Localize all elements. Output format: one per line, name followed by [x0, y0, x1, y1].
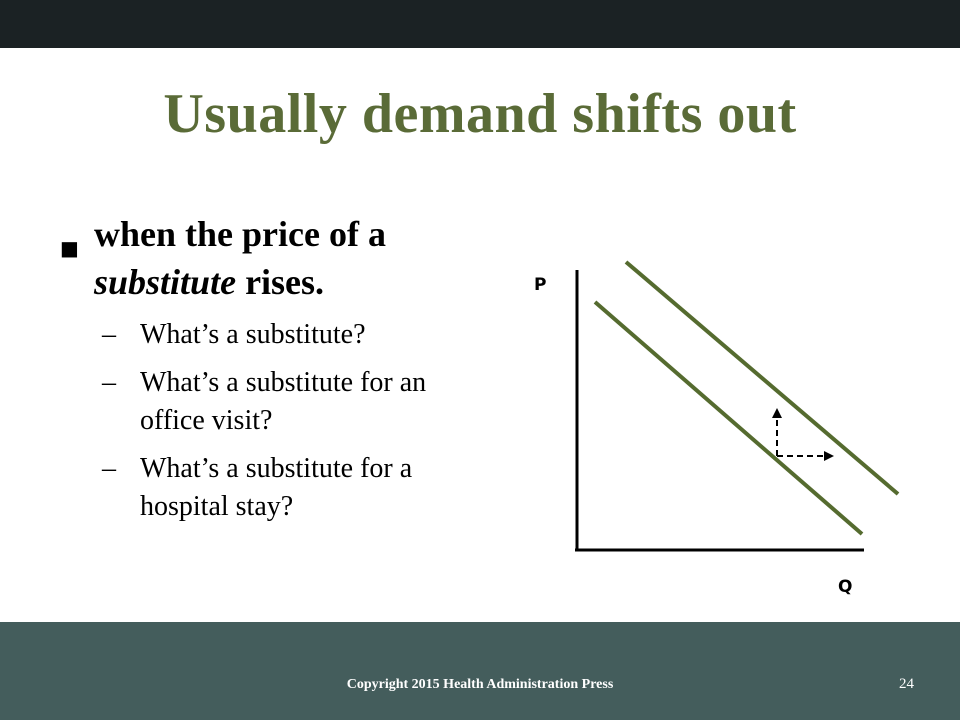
- copyright-text: Copyright 2015 Health Administration Press: [346, 677, 614, 692]
- bullet-prefix: when the price of a: [94, 214, 386, 254]
- slide-title: Usually demand shifts out: [163, 83, 797, 145]
- demand-shift-diagram: [520, 240, 920, 620]
- bullet-suffix: rises.: [236, 262, 325, 302]
- sub-bullet: [60, 364, 460, 440]
- sub-bullet-text: What’s a substitute?: [140, 319, 366, 350]
- original-demand-curve: [595, 302, 862, 534]
- sub-bullet-text: What’s a substitute for a hospital stay?: [140, 453, 413, 522]
- footer-bar: [0, 622, 960, 720]
- dash-icon: –: [102, 319, 116, 350]
- sub-bullet: [60, 316, 460, 354]
- page-number: 24: [899, 676, 914, 692]
- dash-icon: –: [102, 453, 116, 484]
- bullet-emphasis: substitute: [94, 262, 237, 302]
- main-bullet: [60, 210, 460, 306]
- square-bullet-icon: ■: [60, 236, 79, 260]
- sub-bullet: [60, 450, 460, 526]
- x-axis-label: Q: [838, 577, 853, 597]
- sub-bullet-text: What’s a substitute for an office visit?: [140, 367, 427, 436]
- bullet-list: [60, 210, 460, 526]
- y-axis-label: P: [534, 275, 547, 295]
- top-bar: [0, 0, 960, 48]
- shifted-demand-curve: [626, 262, 898, 494]
- dash-icon: –: [102, 367, 116, 398]
